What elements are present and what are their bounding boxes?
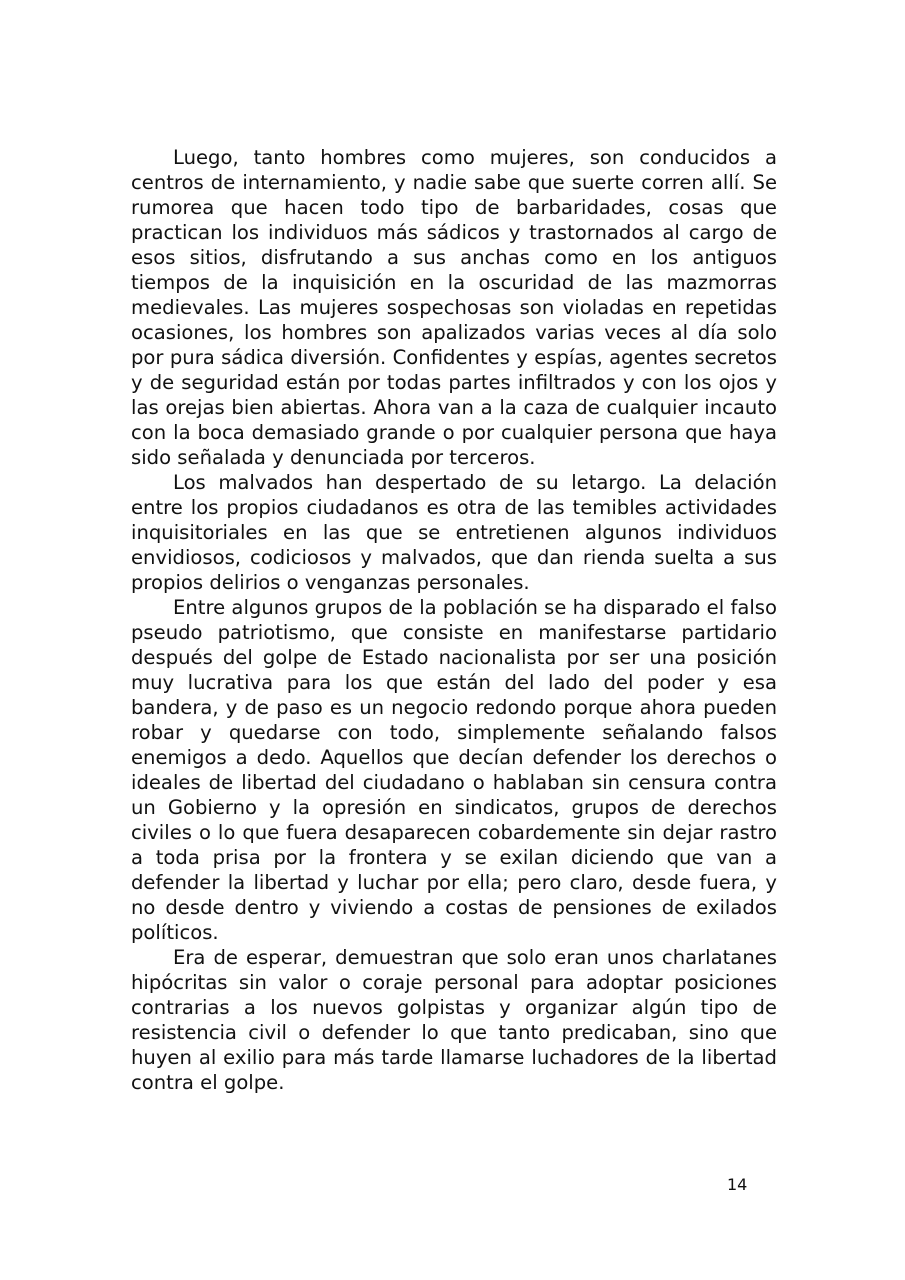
page-number: 14	[727, 1175, 748, 1194]
paragraph-4: Era de esperar, demuestran que solo eran unos charlatanes hipócritas sin valor o coraje personal para adoptar posiciones contrarias a los nuevos golpistas y organizar algún tipo de resistencia civil o defender lo que tanto predicaban, sino que huyen al exilio para más tarde llamarse luchadores de la libertad contra el golpe.	[131, 946, 777, 1094]
body-text	[131, 145, 777, 1095]
paragraph-3: Entre algunos grupos de la población se ha disparado el falso pseudo patriotismo, que consiste en manifestarse partidario después del golpe de Estado nacionalista por ser una posición muy lucrativa para los que están del lado del poder y esa bandera, y de paso es un negocio redondo porque ahora pueden robar y quedarse con todo, simplemente señalando falsos enemigos a dedo. Aquellos que decían defender los derechos o ideales de libertad del ciudadano o hablaban sin censura contra un Gobierno y la opresión en sindicatos, grupos de derechos civiles o lo que fuera desaparecen cobardemente sin dejar rastro a toda prisa por la frontera y se exilan diciendo que van a defender la libertad y luchar por ella; pero claro, desde fuera, y no desde dentro y viviendo a costas de pensiones de exilados políticos.	[131, 596, 777, 944]
paragraph-2: Los malvados han despertado de su letargo. La delación entre los propios ciudadanos es otra de las temibles actividades inquisitoriales en las que se entretienen algunos individuos envidiosos, codiciosos y malvados, que dan rienda suelta a sus propios delirios o venganzas personales.	[131, 471, 777, 594]
paragraph-1: Luego, tanto hombres como mujeres, son conducidos a centros de internamiento, y nadie sabe que suerte corren allí. Se rumorea que hacen todo tipo de barbaridades, cosas que practican los individuos más sádicos y trastornados al cargo de esos sitios, disfrutando a sus anchas como en los antiguos tiempos de la inquisición en la oscuridad de las mazmorras medievales. Las mujeres sospechosas son violadas en repetidas ocasiones, los hombres son apalizados varias veces al día solo por pura sádica diversión. Confidentes y espías, agentes secretos y de seguridad están por todas partes infiltrados y con los ojos y las orejas bien abiertas. Ahora van a la caza de cualquier incauto con la boca demasiado grande o por cualquier persona que haya sido señalada y denunciada por terceros.	[131, 146, 777, 469]
